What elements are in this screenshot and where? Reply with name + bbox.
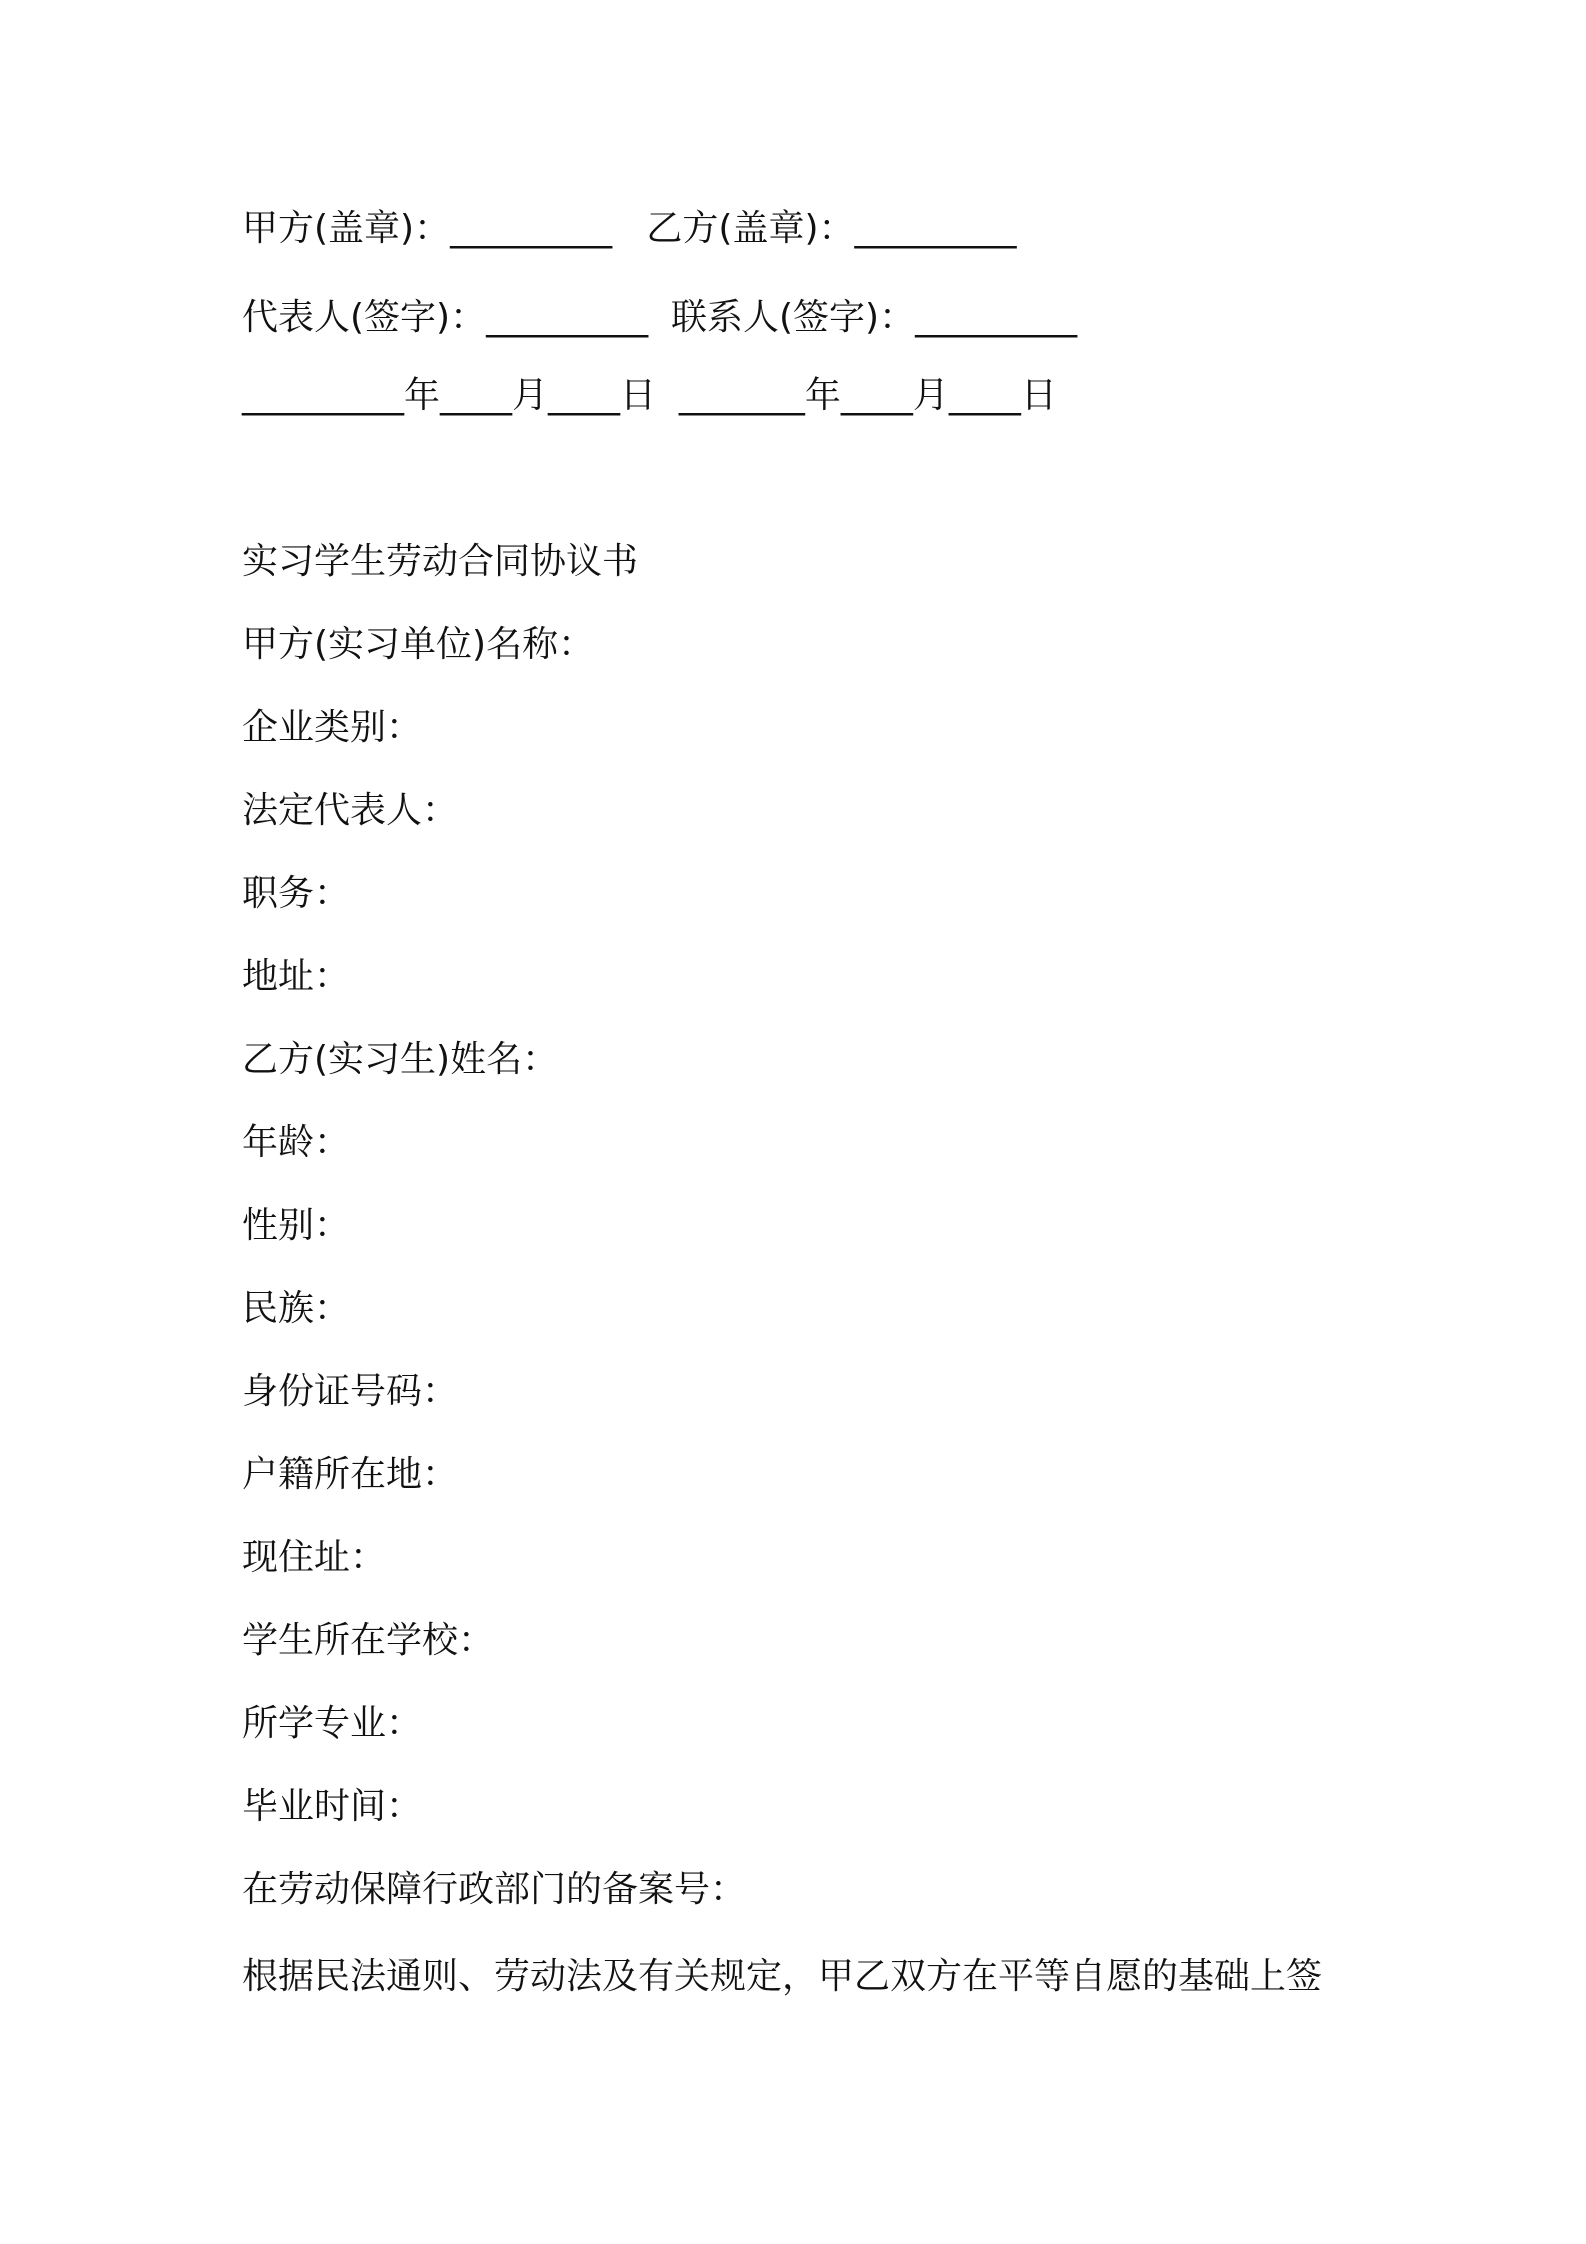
field-household-registration: 户籍所在地： [242, 1454, 459, 1495]
signature-sign-row: 代表人(签字)：_________ 联系人(签字)：_________ [242, 297, 1078, 338]
contract-title: 实习学生劳动合同协议书 [242, 541, 639, 582]
field-gender: 性别： [242, 1205, 351, 1246]
field-position: 职务： [242, 873, 351, 914]
field-party-b-name: 乙方(实习生)姓名： [242, 1039, 559, 1080]
signature-seal-row: 甲方(盖章)：_________ 乙方(盖章)：_________ [242, 208, 1017, 249]
field-current-address: 现住址： [242, 1537, 387, 1578]
field-legal-representative: 法定代表人： [242, 790, 459, 831]
field-filing-number: 在劳动保障行政部门的备案号： [242, 1869, 747, 1910]
field-age: 年龄： [242, 1122, 351, 1163]
field-graduation-time: 毕业时间： [242, 1786, 423, 1827]
field-school: 学生所在学校： [242, 1620, 495, 1661]
field-address: 地址： [242, 956, 351, 997]
contract-intro-paragraph: 根据民法通则、劳动法及有关规定，甲乙双方在平等自愿的基础上签 [242, 1956, 1323, 1997]
field-party-a-name: 甲方(实习单位)名称： [242, 624, 595, 665]
signature-date-row: _________年____月____日 _______年____月____日 [242, 375, 1057, 416]
field-enterprise-type: 企业类别： [242, 707, 423, 748]
field-ethnicity: 民族： [242, 1288, 351, 1329]
field-major: 所学专业： [242, 1703, 423, 1744]
field-id-number: 身份证号码： [242, 1371, 459, 1412]
